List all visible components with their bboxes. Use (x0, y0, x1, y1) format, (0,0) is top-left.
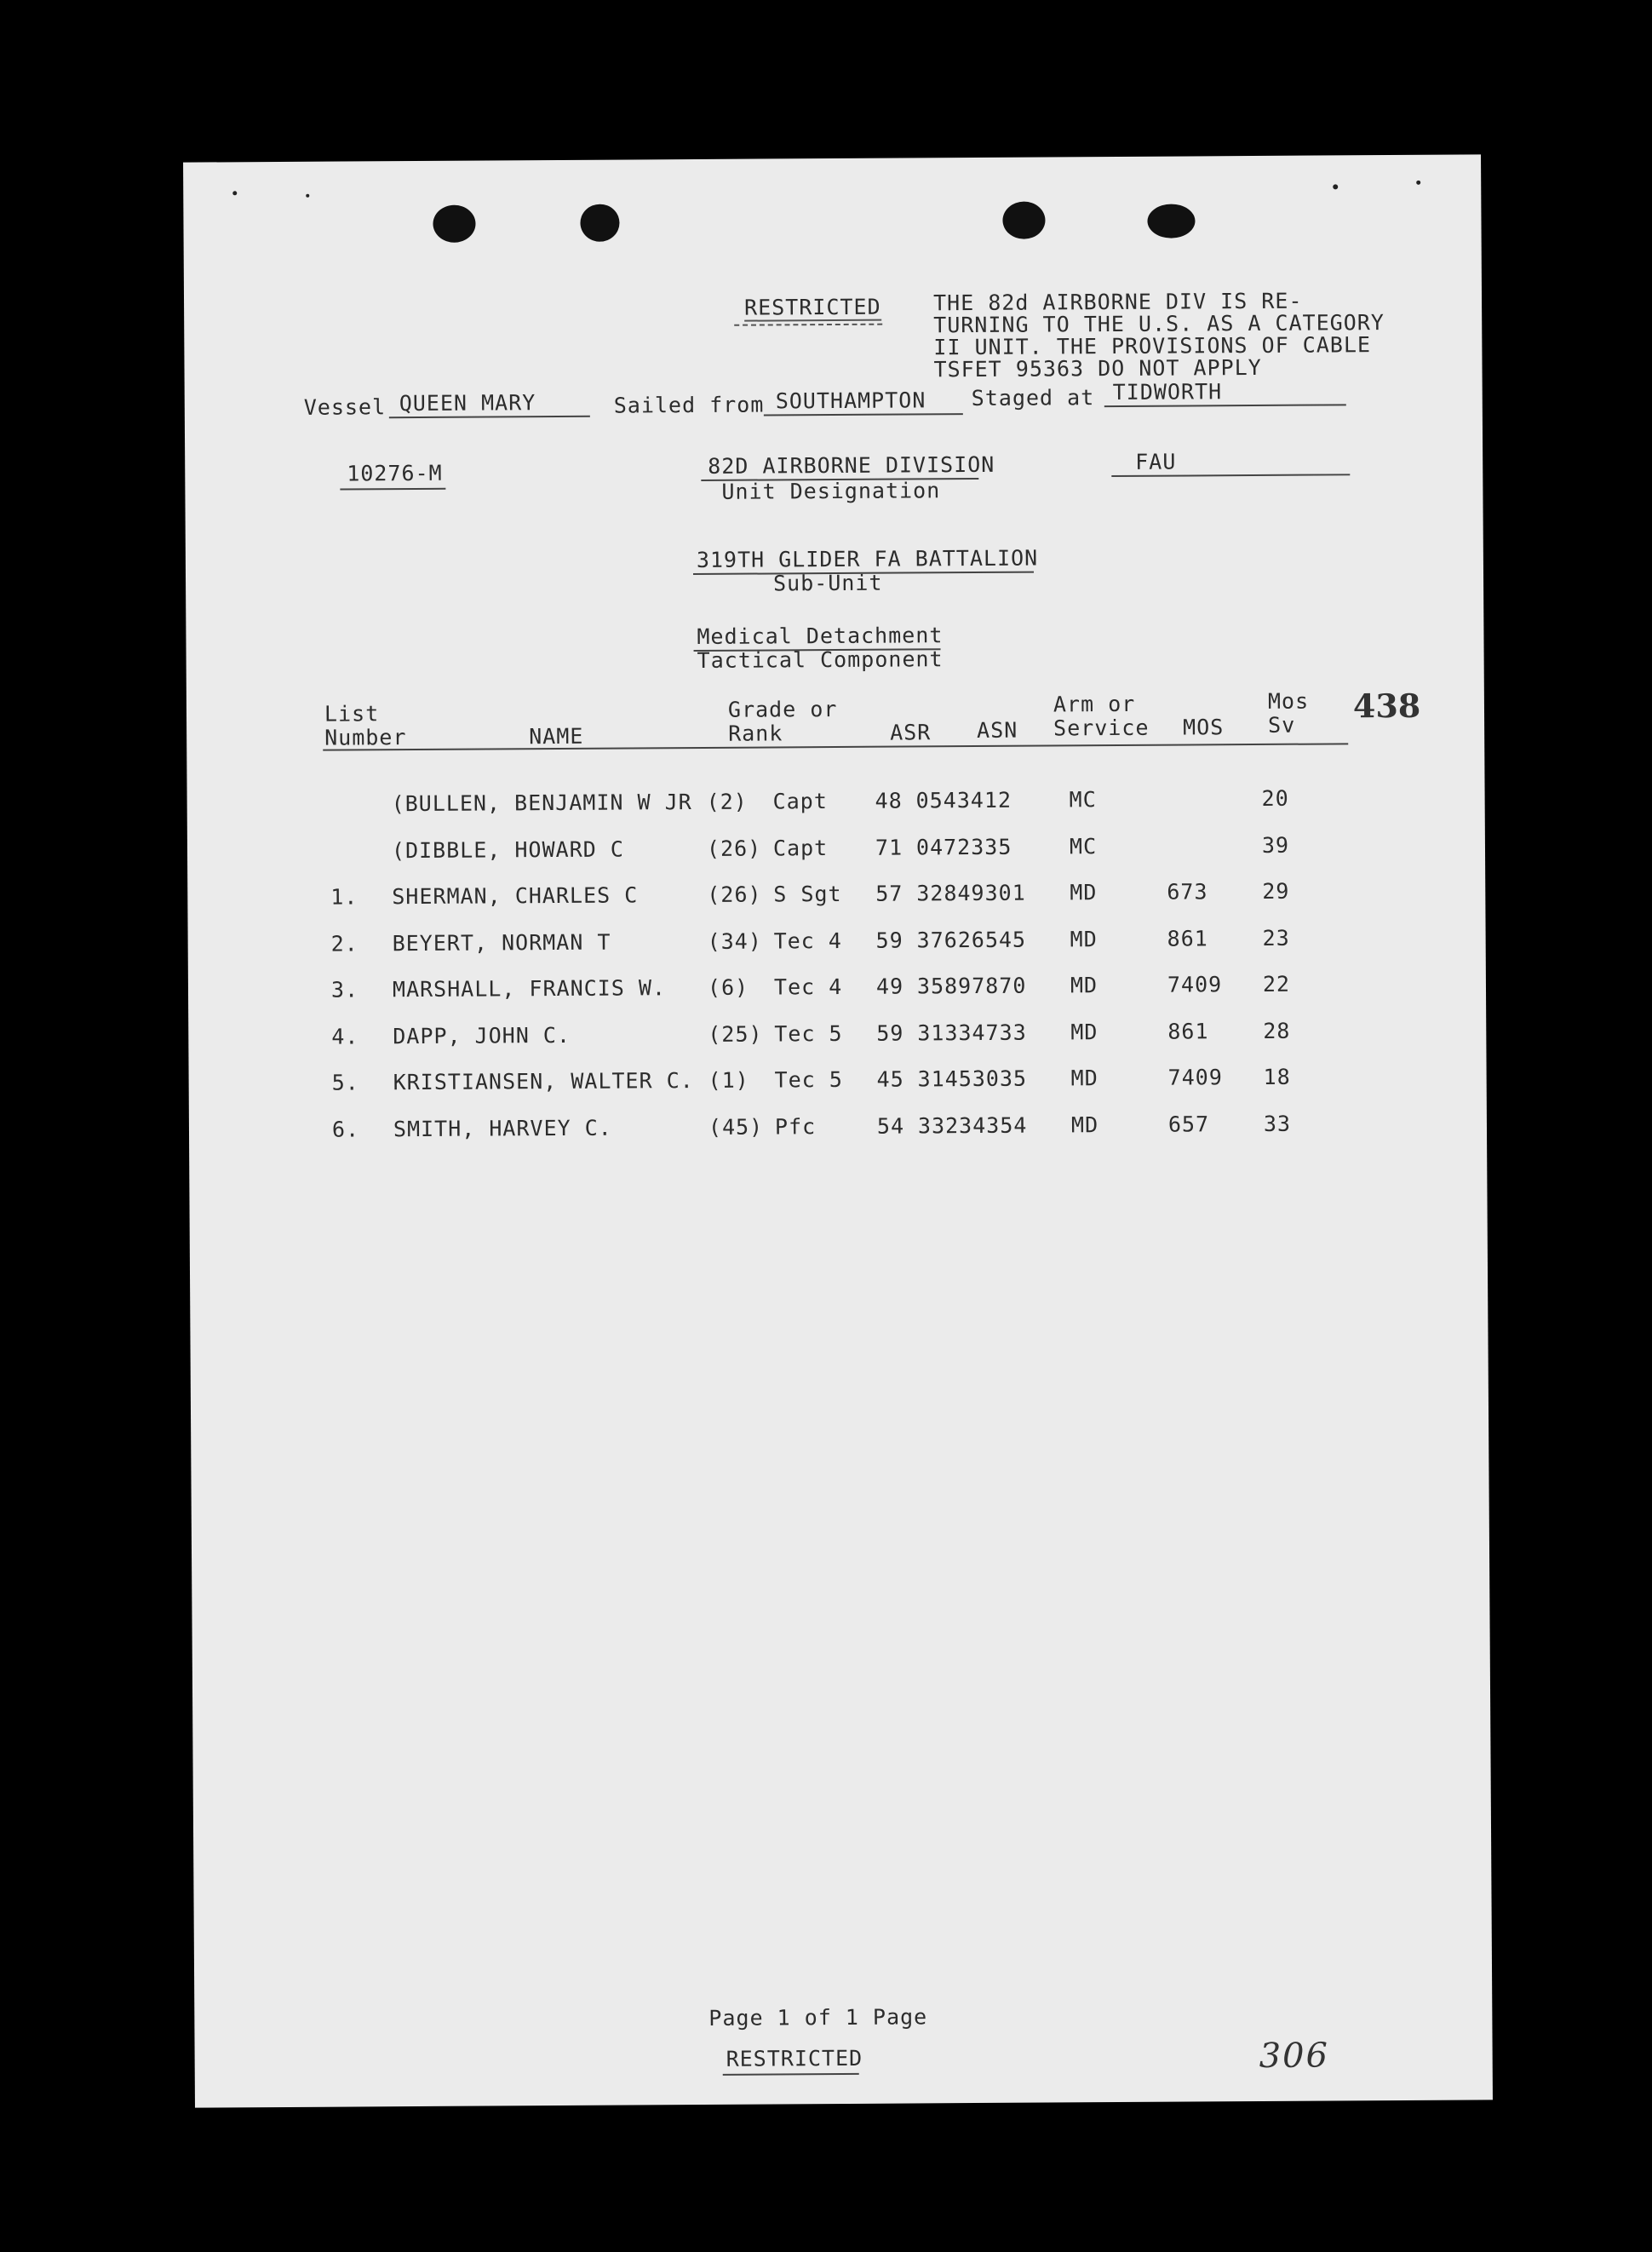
notice-line-4: TSFET 95363 DO NOT APPLY (933, 354, 1262, 382)
header-rank: Rank (728, 721, 783, 746)
footer-page: Page 1 of 1 Page (708, 2004, 928, 2031)
cell-grade: Pfc (774, 1113, 817, 1139)
table-row (187, 831, 1485, 870)
cell-mos: 7409 (1167, 1065, 1223, 1090)
cell-asn: 35897870 (916, 973, 1027, 999)
cell-code: (2) (706, 789, 748, 814)
cell-code: (25) (708, 1021, 763, 1047)
cell-asn: 31334733 (917, 1020, 1027, 1045)
cell-arm: MD (1070, 973, 1098, 998)
cell-asr: 54 (876, 1113, 905, 1139)
vessel-value: QUEEN MARY (399, 390, 536, 417)
table-row (188, 970, 1486, 1008)
cell-code: (6) (707, 974, 749, 1000)
cell-name: (BULLEN, BENJAMIN W JR (391, 790, 692, 817)
handwritten-number: 306 (1259, 2036, 1330, 2076)
cell-name: SHERMAN, CHARLES C (392, 882, 639, 910)
table-row (187, 877, 1485, 916)
staged-label: Staged at (971, 385, 1095, 411)
restricted-stamp-top: RESTRICTED (744, 294, 881, 320)
unit-number: 10276-M (347, 460, 443, 486)
cell-arm: MD (1070, 1066, 1098, 1091)
table-row (188, 1017, 1486, 1055)
sub-unit: 319TH GLIDER FA BATTALION (696, 545, 1039, 573)
cell-arm: MC (1069, 787, 1097, 813)
cell-asn: 37626545 (916, 927, 1027, 952)
tactical-component: Medical Detachment (697, 623, 944, 650)
personnel-table (183, 154, 1493, 2107)
page-number-stamp: 438 (1352, 686, 1421, 726)
cell-asn: 0472335 (915, 834, 1012, 859)
unit-designation-caption: Unit Designation (721, 478, 941, 504)
cell-sv: 22 (1262, 971, 1291, 997)
unit-code: FAU (1135, 449, 1177, 474)
cell-grade: Capt (772, 789, 828, 814)
table-row (189, 1063, 1487, 1101)
table-row (189, 1110, 1487, 1148)
cell-asr: 59 (876, 1020, 904, 1046)
cell-grade: S Sgt (773, 881, 842, 907)
cell-arm: MD (1070, 1112, 1099, 1137)
cell-sv: 33 (1263, 1111, 1292, 1136)
cell-grade: Tec 4 (773, 928, 842, 953)
header-grade: Grade or (727, 696, 838, 722)
cell-asr: 59 (875, 928, 903, 953)
cell-sv: 18 (1263, 1064, 1291, 1089)
cell-arm: MD (1070, 880, 1098, 905)
cell-sv: 20 (1261, 785, 1289, 811)
notice-line-2: TURNING TO THE U.S. AS A CATEGORY (933, 310, 1385, 338)
cell-code: (26) (706, 836, 762, 861)
cell-num: 3. (330, 977, 359, 1002)
notice-line-1: THE 82d AIRBORNE DIV IS RE- (932, 288, 1303, 316)
restricted-stamp-bottom: RESTRICTED (726, 2045, 863, 2071)
cell-asn: 33234354 (917, 1112, 1028, 1138)
table-row (188, 924, 1486, 962)
header-asn: ASN (977, 717, 1018, 743)
cell-asr: 71 (875, 835, 903, 860)
cell-asr: 45 (876, 1066, 904, 1092)
cell-name: DAPP, JOHN C. (393, 1022, 571, 1048)
cell-name: SMITH, HARVEY C. (393, 1115, 612, 1141)
cell-grade: Capt (772, 835, 829, 860)
cell-name: MARSHALL, FRANCIS W. (392, 975, 667, 1002)
cell-name: KRISTIANSEN, WALTER C. (393, 1068, 694, 1095)
cell-asr: 57 (875, 881, 903, 906)
cell-num: 2. (330, 930, 359, 957)
cell-grade: Tec 4 (773, 974, 843, 1000)
cell-name: (DIBBLE, HOWARD C (391, 836, 624, 863)
cell-mos: 861 (1167, 1018, 1209, 1044)
unit-designation: 82D AIRBORNE DIVISION (708, 451, 995, 479)
cell-num: 6. (331, 1116, 360, 1142)
cell-grade: Tec 5 (774, 1066, 843, 1093)
cell-arm: MD (1070, 926, 1098, 951)
cell-arm: MC (1069, 833, 1098, 859)
cell-mos: 657 (1167, 1111, 1210, 1137)
header-list: List (324, 701, 380, 727)
header-name: NAME (529, 723, 584, 750)
header-mos-sv-2: Sv (1268, 712, 1296, 738)
cell-sv: 29 (1262, 878, 1290, 904)
cell-num: 1. (330, 884, 359, 910)
cell-sv: 28 (1263, 1018, 1291, 1043)
cell-sv: 23 (1262, 925, 1290, 951)
header-asr: ASR (890, 720, 932, 745)
cell-asn: 32849301 (916, 880, 1026, 906)
header-number: Number (324, 725, 407, 750)
cell-asn: 0543412 (915, 787, 1012, 813)
cell-mos: 861 (1167, 925, 1208, 951)
header-mos-sv-1: Mos (1267, 688, 1310, 714)
vessel-label: Vessel (303, 394, 387, 420)
document-page (183, 154, 1493, 2107)
cell-num: 5. (331, 1070, 359, 1095)
cell-code: (45) (708, 1114, 764, 1140)
sailed-label: Sailed from (613, 392, 765, 418)
cell-sv: 39 (1261, 832, 1290, 858)
cell-arm: MD (1070, 1019, 1098, 1044)
cell-code: (26) (707, 882, 762, 907)
cell-num: 4. (331, 1023, 359, 1049)
cell-mos: 673 (1167, 879, 1208, 905)
cell-code: (1) (708, 1067, 749, 1093)
header-mos: MOS (1183, 715, 1225, 740)
notice-line-3: II UNIT. THE PROVISIONS OF CABLE (933, 332, 1372, 360)
cell-grade: Tec 5 (774, 1020, 843, 1046)
table-row (187, 784, 1485, 823)
sub-unit-caption: Sub-Unit (772, 570, 883, 596)
cell-asr: 48 (875, 788, 903, 813)
header-service: Service (1053, 715, 1150, 741)
cell-code: (34) (707, 928, 762, 954)
cell-asr: 49 (875, 974, 904, 999)
header-arm: Arm or (1053, 691, 1136, 717)
sailed-value: SOUTHAMPTON (775, 388, 926, 414)
cell-mos: 7409 (1167, 972, 1223, 997)
cell-asn: 31453035 (917, 1066, 1028, 1092)
cell-name: BEYERT, NORMAN T (392, 929, 611, 956)
staged-value: TIDWORTH (1112, 379, 1223, 405)
tactical-component-caption: Tactical Component (697, 646, 944, 673)
